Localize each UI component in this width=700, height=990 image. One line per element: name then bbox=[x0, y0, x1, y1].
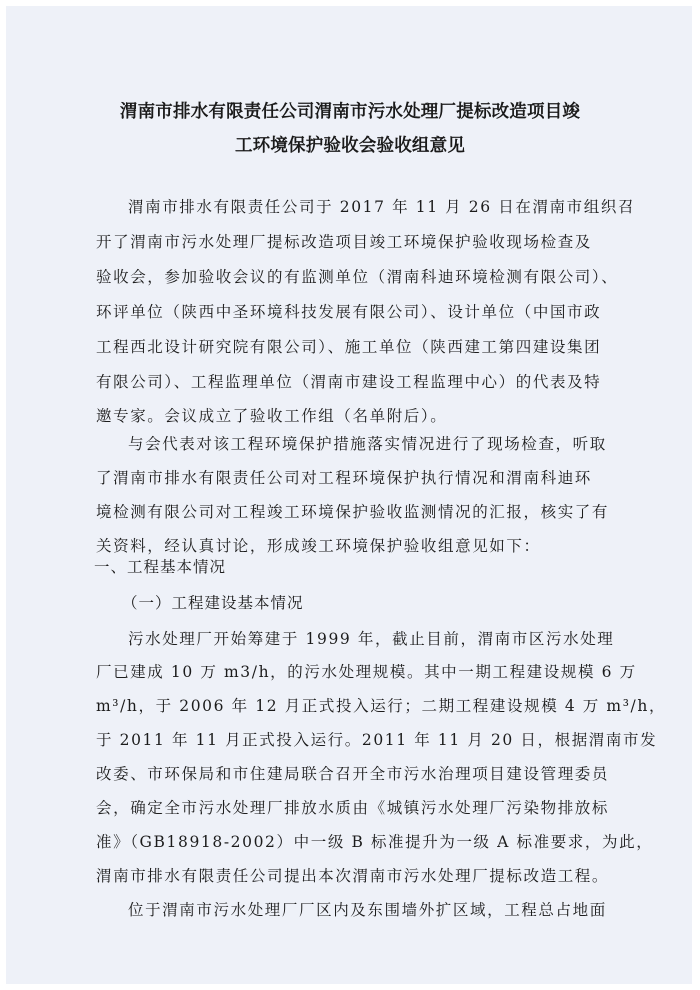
document-title-line-1: 渭南市排水有限责任公司渭南市污水处理厂提标改造项目竣 bbox=[119, 102, 581, 122]
paragraph-1-line: 开了渭南市污水处理厂提标改造项目竣工环境保护验收现场检查及 bbox=[96, 233, 592, 251]
paragraph-3-line: 厂已建成 10 万 m3/h，的污水处理规模。其中一期工程建设规模 6 万 bbox=[96, 663, 637, 681]
paragraph-1-line: 环评单位（陕西中圣环境科技发展有限公司）、设计单位（中国市政 bbox=[96, 303, 602, 321]
paragraph-4-line: 位于渭南市污水处理厂厂区内及东围墙外扩区域，工程总占地面 bbox=[128, 901, 607, 919]
paragraph-2-line: 境检测有限公司对工程竣工环境保护验收监测情况的汇报，核实了有 bbox=[96, 503, 610, 521]
paragraph-3-line: 渭南市排水有限责任公司提出本次渭南市污水处理厂提标改造工程。 bbox=[96, 867, 610, 885]
paragraph-3-line: 于 2011 年 11 月正式投入运行。2011 年 11 月 20 日，根据渭南市发 bbox=[96, 731, 658, 749]
paragraph-3-line: 污水处理厂开始筹建于 1999 年，截止目前，渭南市区污水处理 bbox=[128, 630, 615, 648]
document-title-line-2: 工环境保护验收会验收组意见 bbox=[234, 136, 466, 156]
paragraph-1-line: 邀专家。会议成立了验收工作组（名单附后）。 bbox=[96, 407, 448, 425]
paragraph-1-line: 渭南市排水有限责任公司于 2017 年 11 月 26 日在渭南市组织召 bbox=[128, 198, 636, 216]
paragraph-3-line: 会，确定全市污水处理厂排放水质由《城镇污水处理厂污染物排放标 bbox=[96, 799, 610, 817]
paragraph-1-line: 有限公司）、工程监理单位（渭南市建设工程监理中心）的代表及特 bbox=[96, 373, 602, 391]
paragraph-1-line: 工程西北设计研究院有限公司）、施工单位（陕西建工第四建设集团 bbox=[96, 338, 602, 356]
paragraph-3-line: m³/h，于 2006 年 12 月正式投入运行；二期工程建设规模 4 万 m³/h， bbox=[96, 697, 667, 715]
paragraph-3-line: 改委、市环保局和市住建局联合召开全市污水治理项目建设管理委员 bbox=[96, 765, 610, 783]
paragraph-2-line: 关资料，经认真讨论，形成竣工环境保护验收组意见如下： bbox=[96, 537, 541, 555]
subsection-heading: （一）工程建设基本情况 bbox=[122, 594, 304, 612]
paragraph-3-line: 准》（GB18918-2002）中一级 B 标准提升为一级 A 标准要求，为此， bbox=[96, 833, 654, 851]
paragraph-1-line: 验收会，参加验收会议的有监测单位（渭南科迪环境检测有限公司）、 bbox=[96, 268, 619, 286]
paragraph-2-line: 与会代表对该工程环境保护措施落实情况进行了现场检查，听取 bbox=[128, 435, 607, 453]
paragraph-2-line: 了渭南市排水有限责任公司对工程环境保护执行情况和渭南科迪环 bbox=[96, 469, 592, 487]
section-heading: 一、工程基本情况 bbox=[94, 558, 227, 576]
